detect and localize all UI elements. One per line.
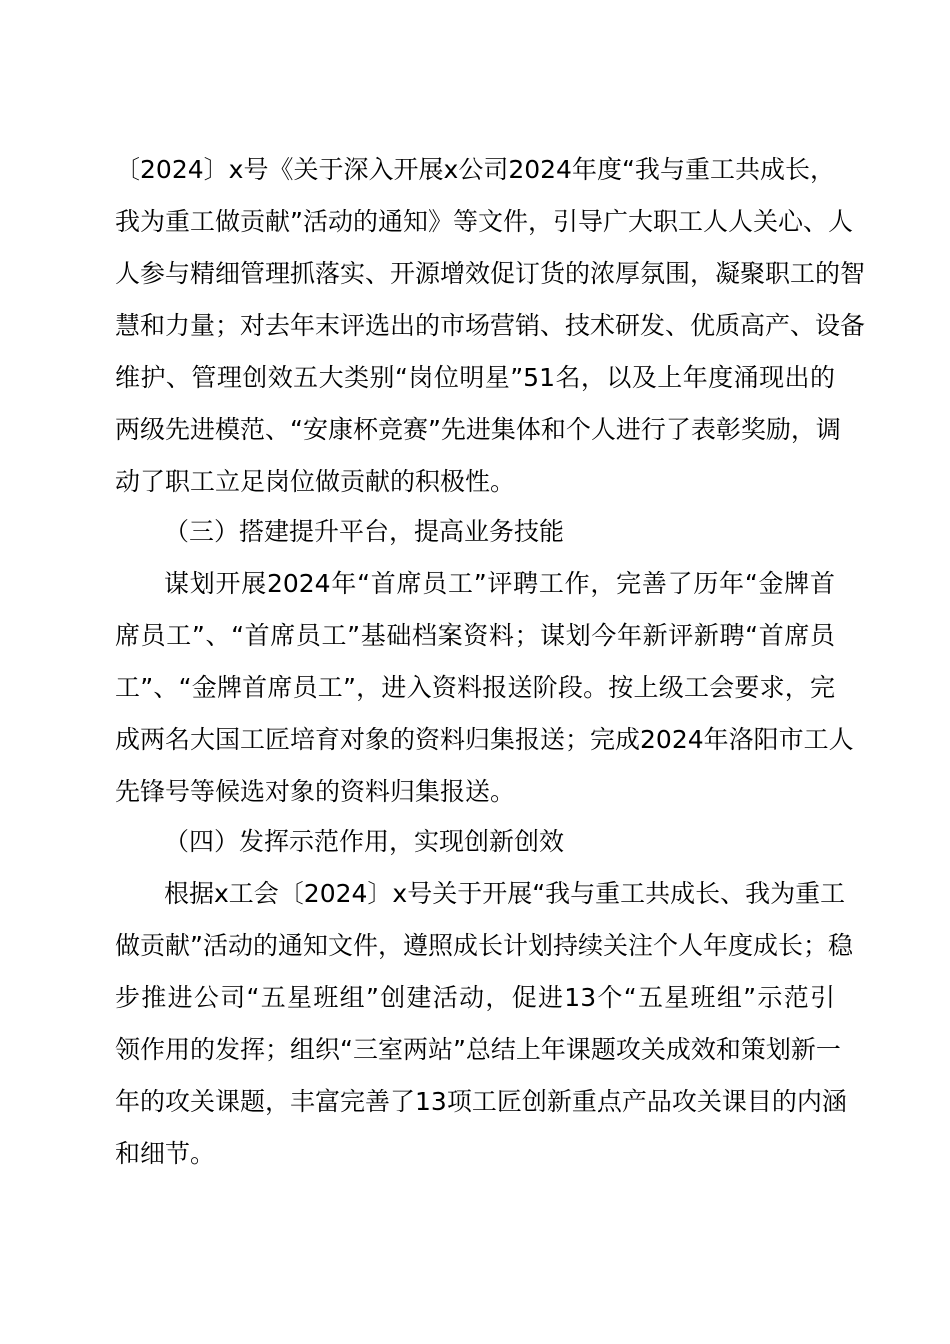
paragraph-1-line-5: 维护、管理创效五大类别“岗位明星”51名，以及上年度涌现出的: [115, 363, 835, 392]
paragraph-1-line-1: 〔2024〕x号《关于深入开展x公司2024年度“我与重工共成长，: [115, 155, 835, 184]
paragraph-1-line-7: 动了职工立足岗位做贡献的积极性。: [115, 467, 516, 496]
paragraph-1-line-3: 人参与精细管理抓落实、开源增效促订货的浓厚氛围，凝聚职工的智: [115, 259, 866, 288]
paragraph-3-line-2: 做贡献”活动的通知文件，遵照成长计划持续关注个人年度成长；稳: [115, 931, 853, 960]
paragraph-1-line-4: 慧和力量；对去年末评选出的市场营销、技术研发、优质高产、设备: [115, 311, 866, 340]
paragraph-2-line-1: 谋划开展2024年“首席员工”评聘工作，完善了历年“金牌首: [164, 569, 835, 598]
paragraph-2-line-2: 席员工”、“首席员工”基础档案资料；谋划今年新评新聘“首席员: [115, 621, 835, 650]
section-heading-4: （四）发挥示范作用，实现创新创效: [164, 827, 565, 856]
paragraph-3-line-5: 年的攻关课题，丰富完善了13项工匠创新重点产品攻关课目的内涵: [115, 1087, 847, 1116]
paragraph-3-line-4: 领作用的发挥；组织“三室两站”总结上年课题攻关成效和策划新一: [115, 1035, 841, 1064]
paragraph-3-line-3: 步推进公司“五星班组”创建活动，促进13个“五星班组”示范引: [115, 983, 835, 1012]
paragraph-2-line-5: 先锋号等候选对象的资料归集报送。: [115, 777, 516, 806]
paragraph-2-line-4: 成两名大国工匠培育对象的资料归集报送；完成2024年洛阳市工人: [115, 725, 854, 754]
paragraph-3-line-1: 根据x工会〔2024〕x号关于开展“我与重工共成长、我为重工: [164, 879, 846, 908]
paragraph-3-line-6: 和细节。: [115, 1139, 216, 1168]
paragraph-2-line-3: 工”、“金牌首席员工”，进入资料报送阶段。按上级工会要求，完: [115, 673, 835, 702]
paragraph-1-line-2: 我为重工做贡献”活动的通知》等文件，引导广大职工人人关心、人: [115, 207, 853, 236]
paragraph-1-line-6: 两级先进模范、“安康杯竞赛”先进集体和个人进行了表彰奖励，调: [115, 415, 841, 444]
section-heading-3: （三）搭建提升平台，提高业务技能: [164, 517, 565, 546]
